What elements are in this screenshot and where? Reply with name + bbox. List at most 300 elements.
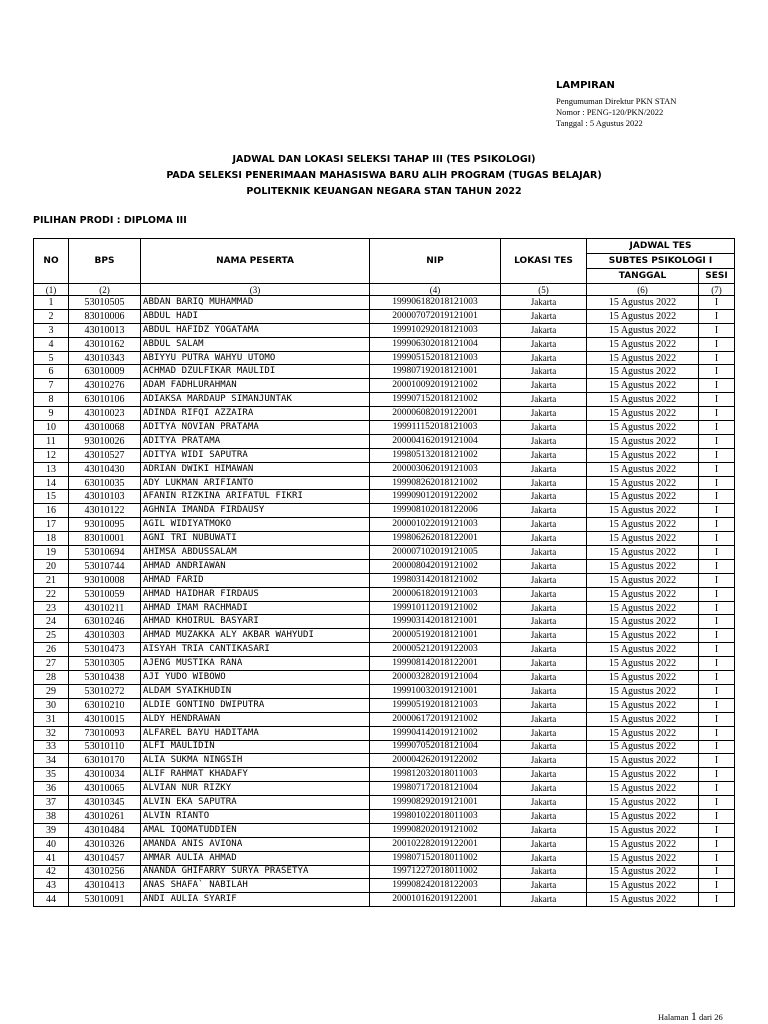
- cell-sesi: I: [699, 726, 735, 740]
- cell-nip: 199910292018121003: [370, 323, 501, 337]
- cell-bps: 53010694: [69, 546, 141, 560]
- table-row: [34, 309, 735, 323]
- lampiran-label: LAMPIRAN: [556, 80, 615, 91]
- cell-nama: ALIF RAHMAT KHADAFY: [141, 768, 370, 782]
- table-row: [34, 698, 735, 712]
- cell-bps: 43010256: [69, 865, 141, 879]
- cell-nip: 199905152018121003: [370, 351, 501, 365]
- cell-sesi: I: [699, 393, 735, 407]
- cell-no: 4: [34, 337, 69, 351]
- table-row: [34, 393, 735, 407]
- cell-sesi: I: [699, 573, 735, 587]
- col-number: (4): [370, 284, 501, 296]
- cell-sesi: I: [699, 309, 735, 323]
- cell-no: 11: [34, 434, 69, 448]
- cell-nip: 200007072019121001: [370, 309, 501, 323]
- cell-tanggal: 15 Agustus 2022: [587, 671, 699, 685]
- cell-lokasi: Jakarta: [501, 323, 587, 337]
- cell-no: 42: [34, 865, 69, 879]
- cell-lokasi: Jakarta: [501, 893, 587, 907]
- table-row: [34, 407, 735, 421]
- cell-nama: ABIYYU PUTRA WAHYU UTOMO: [141, 351, 370, 365]
- cell-no: 21: [34, 573, 69, 587]
- cell-sesi: I: [699, 518, 735, 532]
- cell-nama: ABDUL HADI: [141, 309, 370, 323]
- table-row: [34, 851, 735, 865]
- cell-nama: AHMAD MUZAKKA ALY AKBAR WAHYUDI: [141, 629, 370, 643]
- cell-nip: 200102282019122001: [370, 837, 501, 851]
- cell-nama: AGIL WIDIYATMOKO: [141, 518, 370, 532]
- nomor-line: Nomor : PENG-120/PKN/2022: [556, 107, 664, 117]
- cell-nip: 200006172019121002: [370, 712, 501, 726]
- cell-tanggal: 15 Agustus 2022: [587, 379, 699, 393]
- cell-nama: AGHNIA IMANDA FIRDAUSY: [141, 504, 370, 518]
- cell-no: 41: [34, 851, 69, 865]
- cell-no: 31: [34, 712, 69, 726]
- table-row: [34, 629, 735, 643]
- cell-nama: ALFI MAULIDIN: [141, 740, 370, 754]
- cell-tanggal: 15 Agustus 2022: [587, 337, 699, 351]
- table-row: [34, 768, 735, 782]
- cell-nama: AHMAD IMAM RACHMADI: [141, 601, 370, 615]
- cell-no: 33: [34, 740, 69, 754]
- cell-bps: 53010059: [69, 587, 141, 601]
- cell-tanggal: 15 Agustus 2022: [587, 740, 699, 754]
- cell-bps: 43010013: [69, 323, 141, 337]
- cell-no: 5: [34, 351, 69, 365]
- cell-bps: 83010001: [69, 532, 141, 546]
- cell-tanggal: 15 Agustus 2022: [587, 754, 699, 768]
- col-number: (6): [587, 284, 699, 296]
- cell-nip: 199906182018121003: [370, 296, 501, 310]
- cell-tanggal: 15 Agustus 2022: [587, 448, 699, 462]
- cell-lokasi: Jakarta: [501, 698, 587, 712]
- cell-lokasi: Jakarta: [501, 671, 587, 685]
- cell-tanggal: 15 Agustus 2022: [587, 532, 699, 546]
- cell-no: 26: [34, 643, 69, 657]
- cell-tanggal: 15 Agustus 2022: [587, 546, 699, 560]
- cell-nama: ADIAKSA MARDAUP SIMANJUNTAK: [141, 393, 370, 407]
- cell-lokasi: Jakarta: [501, 337, 587, 351]
- cell-tanggal: 15 Agustus 2022: [587, 601, 699, 615]
- title-line-2: PADA SELEKSI PENERIMAAN MAHASISWA BARU ALIH PROGRAM (TUGAS BELAJAR): [166, 170, 602, 181]
- cell-tanggal: 15 Agustus 2022: [587, 643, 699, 657]
- cell-sesi: I: [699, 657, 735, 671]
- cell-lokasi: Jakarta: [501, 740, 587, 754]
- cell-nama: ALFAREL BAYU HADITAMA: [141, 726, 370, 740]
- table-row: [34, 379, 735, 393]
- cell-tanggal: 15 Agustus 2022: [587, 893, 699, 907]
- cell-tanggal: 15 Agustus 2022: [587, 782, 699, 796]
- cell-bps: 53010110: [69, 740, 141, 754]
- col-number: (2): [69, 284, 141, 296]
- cell-sesi: I: [699, 296, 735, 310]
- cell-sesi: I: [699, 462, 735, 476]
- cell-bps: 43010276: [69, 379, 141, 393]
- cell-lokasi: Jakarta: [501, 462, 587, 476]
- page-total: dari 26: [698, 1012, 723, 1022]
- cell-nama: ADITYA PRATAMA: [141, 434, 370, 448]
- cell-no: 30: [34, 698, 69, 712]
- table-row: [34, 837, 735, 851]
- cell-nip: 199904142019121002: [370, 726, 501, 740]
- cell-sesi: I: [699, 476, 735, 490]
- cell-nip: 200005212019122003: [370, 643, 501, 657]
- cell-sesi: I: [699, 434, 735, 448]
- page-number: 1: [690, 1009, 697, 1023]
- cell-bps: 43010413: [69, 879, 141, 893]
- cell-tanggal: 15 Agustus 2022: [587, 476, 699, 490]
- cell-nama: ABDUL SALAM: [141, 337, 370, 351]
- cell-nip: 199909012019122002: [370, 490, 501, 504]
- cell-no: 14: [34, 476, 69, 490]
- cell-nama: AHMAD FARID: [141, 573, 370, 587]
- cell-sesi: I: [699, 351, 735, 365]
- cell-nip: 200001022019121003: [370, 518, 501, 532]
- cell-lokasi: Jakarta: [501, 615, 587, 629]
- cell-no: 38: [34, 809, 69, 823]
- cell-lokasi: Jakarta: [501, 504, 587, 518]
- cell-lokasi: Jakarta: [501, 768, 587, 782]
- cell-no: 22: [34, 587, 69, 601]
- cell-nama: ABDAN BARIQ MUHAMMAD: [141, 296, 370, 310]
- cell-nama: AFANIN RIZKINA ARIFATUL FIKRI: [141, 490, 370, 504]
- cell-nama: ALVIAN NUR RIZKY: [141, 782, 370, 796]
- cell-tanggal: 15 Agustus 2022: [587, 462, 699, 476]
- table-row: [34, 782, 735, 796]
- cell-lokasi: Jakarta: [501, 309, 587, 323]
- cell-bps: 53010744: [69, 559, 141, 573]
- cell-bps: 43010068: [69, 421, 141, 435]
- cell-sesi: I: [699, 851, 735, 865]
- cell-nip: 199807172018121004: [370, 782, 501, 796]
- cell-sesi: I: [699, 323, 735, 337]
- cell-nama: AMANDA ANIS AVIONA: [141, 837, 370, 851]
- cell-lokasi: Jakarta: [501, 518, 587, 532]
- cell-bps: 43010122: [69, 504, 141, 518]
- title-line-1: JADWAL DAN LOKASI SELEKSI TAHAP III (TES PSIKOLOGI): [232, 154, 536, 165]
- cell-no: 1: [34, 296, 69, 310]
- cell-nama: AMAL IQOMATUDDIEN: [141, 823, 370, 837]
- cell-nama: AJENG MUSTIKA RANA: [141, 657, 370, 671]
- table-row: [34, 365, 735, 379]
- cell-tanggal: 15 Agustus 2022: [587, 726, 699, 740]
- cell-tanggal: 15 Agustus 2022: [587, 615, 699, 629]
- cell-bps: 43010484: [69, 823, 141, 837]
- cell-nama: ANDI AULIA SYARIF: [141, 893, 370, 907]
- cell-nama: ALDIE GONTINO DWIPUTRA: [141, 698, 370, 712]
- table-row: [34, 823, 735, 837]
- cell-nip: 200005192018121001: [370, 629, 501, 643]
- cell-bps: 63010210: [69, 698, 141, 712]
- table-row: [34, 448, 735, 462]
- table-row: [34, 879, 735, 893]
- cell-sesi: I: [699, 684, 735, 698]
- cell-bps: 43010162: [69, 337, 141, 351]
- cell-sesi: I: [699, 809, 735, 823]
- cell-nip: 199803142018121002: [370, 573, 501, 587]
- table-row: [34, 865, 735, 879]
- cell-nama: ADRIAN DWIKI HIMAWAN: [141, 462, 370, 476]
- cell-sesi: I: [699, 754, 735, 768]
- cell-sesi: I: [699, 532, 735, 546]
- cell-sesi: I: [699, 546, 735, 560]
- cell-nama: ADAM FADHLURAHMAN: [141, 379, 370, 393]
- halaman-label: Halaman: [658, 1012, 689, 1022]
- cell-tanggal: 15 Agustus 2022: [587, 768, 699, 782]
- cell-bps: 93010095: [69, 518, 141, 532]
- table-row: [34, 643, 735, 657]
- cell-tanggal: 15 Agustus 2022: [587, 407, 699, 421]
- cell-no: 7: [34, 379, 69, 393]
- cell-sesi: I: [699, 879, 735, 893]
- cell-bps: 53010438: [69, 671, 141, 685]
- cell-bps: 43010457: [69, 851, 141, 865]
- cell-nama: ADITYA NOVIAN PRATAMA: [141, 421, 370, 435]
- cell-nip: 200010162019122001: [370, 893, 501, 907]
- table-row: [34, 893, 735, 907]
- table-row: [34, 559, 735, 573]
- cell-tanggal: 15 Agustus 2022: [587, 796, 699, 810]
- cell-lokasi: Jakarta: [501, 726, 587, 740]
- cell-lokasi: Jakarta: [501, 448, 587, 462]
- header-jadwal: JADWAL TES: [587, 239, 735, 254]
- cell-nama: ALVIN RIANTO: [141, 809, 370, 823]
- cell-tanggal: 15 Agustus 2022: [587, 365, 699, 379]
- cell-lokasi: Jakarta: [501, 434, 587, 448]
- cell-tanggal: 15 Agustus 2022: [587, 837, 699, 851]
- cell-no: 6: [34, 365, 69, 379]
- cell-tanggal: 15 Agustus 2022: [587, 518, 699, 532]
- cell-nip: 199801022018011003: [370, 809, 501, 823]
- header-tanggal: TANGGAL: [587, 269, 699, 284]
- cell-bps: 53010091: [69, 893, 141, 907]
- table-row: [34, 490, 735, 504]
- table-row: [34, 712, 735, 726]
- cell-lokasi: Jakarta: [501, 837, 587, 851]
- cell-nip: 199908142018122001: [370, 657, 501, 671]
- table-row: [34, 518, 735, 532]
- cell-nip: 199907152018121002: [370, 393, 501, 407]
- header-lokasi: LOKASI TES: [501, 239, 587, 284]
- cell-nama: AHMAD ANDRIAWAN: [141, 559, 370, 573]
- cell-sesi: I: [699, 671, 735, 685]
- cell-bps: 43010065: [69, 782, 141, 796]
- cell-sesi: I: [699, 601, 735, 615]
- table-row: [34, 809, 735, 823]
- table-row: [34, 434, 735, 448]
- cell-tanggal: 15 Agustus 2022: [587, 490, 699, 504]
- cell-nip: 199905192018121003: [370, 698, 501, 712]
- cell-tanggal: 15 Agustus 2022: [587, 296, 699, 310]
- cell-no: 3: [34, 323, 69, 337]
- cell-bps: 53010505: [69, 296, 141, 310]
- cell-lokasi: Jakarta: [501, 629, 587, 643]
- table-row: [34, 740, 735, 754]
- cell-no: 39: [34, 823, 69, 837]
- cell-sesi: I: [699, 448, 735, 462]
- cell-lokasi: Jakarta: [501, 587, 587, 601]
- cell-nip: 199908202019121002: [370, 823, 501, 837]
- table-row: [34, 671, 735, 685]
- header-no: NO: [34, 239, 69, 284]
- table-row: [34, 296, 735, 310]
- col-number: (3): [141, 284, 370, 296]
- cell-tanggal: 15 Agustus 2022: [587, 559, 699, 573]
- cell-no: 24: [34, 615, 69, 629]
- table-row: [34, 476, 735, 490]
- cell-bps: 53010473: [69, 643, 141, 657]
- table-row: [34, 796, 735, 810]
- cell-no: 20: [34, 559, 69, 573]
- tanggal-line: Tanggal : 5 Agustus 2022: [556, 118, 643, 128]
- cell-sesi: I: [699, 796, 735, 810]
- cell-no: 36: [34, 782, 69, 796]
- title-line-3: POLITEKNIK KEUANGAN NEGARA STAN TAHUN 2022: [246, 186, 522, 197]
- table-row: [34, 351, 735, 365]
- table-row: [34, 615, 735, 629]
- cell-no: 2: [34, 309, 69, 323]
- cell-no: 28: [34, 671, 69, 685]
- cell-lokasi: Jakarta: [501, 712, 587, 726]
- cell-lokasi: Jakarta: [501, 657, 587, 671]
- cell-nip: 199903142018121001: [370, 615, 501, 629]
- cell-sesi: I: [699, 698, 735, 712]
- cell-nama: ANAS SHAFA` NABILAH: [141, 879, 370, 893]
- cell-bps: 63010170: [69, 754, 141, 768]
- cell-bps: 43010023: [69, 407, 141, 421]
- table-row: [34, 601, 735, 615]
- cell-lokasi: Jakarta: [501, 851, 587, 865]
- cell-nama: ALVIN EKA SAPUTRA: [141, 796, 370, 810]
- cell-nama: AHIMSA ABDUSSALAM: [141, 546, 370, 560]
- cell-lokasi: Jakarta: [501, 782, 587, 796]
- cell-lokasi: Jakarta: [501, 490, 587, 504]
- table-row: [34, 532, 735, 546]
- table-row: [34, 726, 735, 740]
- cell-sesi: I: [699, 629, 735, 643]
- table-row: [34, 657, 735, 671]
- cell-bps: 43010527: [69, 448, 141, 462]
- cell-lokasi: Jakarta: [501, 601, 587, 615]
- cell-no: 32: [34, 726, 69, 740]
- cell-tanggal: 15 Agustus 2022: [587, 657, 699, 671]
- cell-no: 13: [34, 462, 69, 476]
- cell-nama: ADITYA WIDI SAPUTRA: [141, 448, 370, 462]
- cell-tanggal: 15 Agustus 2022: [587, 865, 699, 879]
- page-footer: [658, 1009, 723, 1024]
- table-row: [34, 337, 735, 351]
- cell-bps: 43010326: [69, 837, 141, 851]
- cell-nip: 199908292019121001: [370, 796, 501, 810]
- cell-nip: 199806262018122001: [370, 532, 501, 546]
- cell-sesi: I: [699, 559, 735, 573]
- cell-lokasi: Jakarta: [501, 559, 587, 573]
- cell-sesi: I: [699, 504, 735, 518]
- cell-lokasi: Jakarta: [501, 809, 587, 823]
- cell-bps: 63010246: [69, 615, 141, 629]
- header-subtes: SUBTES PSIKOLOGI I: [587, 254, 735, 269]
- cell-tanggal: 15 Agustus 2022: [587, 698, 699, 712]
- cell-nip: 200004262019122002: [370, 754, 501, 768]
- schedule-table: [33, 238, 735, 907]
- cell-nip: 199906302018121004: [370, 337, 501, 351]
- cell-nama: ALDAM SYAIKHUDIN: [141, 684, 370, 698]
- cell-nama: AHMAD HAIDHAR FIRDAUS: [141, 587, 370, 601]
- cell-tanggal: 15 Agustus 2022: [587, 309, 699, 323]
- cell-no: 44: [34, 893, 69, 907]
- cell-nip: 199807152018011002: [370, 851, 501, 865]
- table-row: [34, 587, 735, 601]
- cell-bps: 43010261: [69, 809, 141, 823]
- cell-lokasi: Jakarta: [501, 421, 587, 435]
- cell-tanggal: 15 Agustus 2022: [587, 421, 699, 435]
- table-row: [34, 754, 735, 768]
- cell-tanggal: 15 Agustus 2022: [587, 434, 699, 448]
- cell-nip: 200006082019122001: [370, 407, 501, 421]
- cell-nip: 199805132018121002: [370, 448, 501, 462]
- cell-sesi: I: [699, 365, 735, 379]
- cell-sesi: I: [699, 740, 735, 754]
- cell-no: 27: [34, 657, 69, 671]
- cell-nip: 199812032018011003: [370, 768, 501, 782]
- cell-tanggal: 15 Agustus 2022: [587, 587, 699, 601]
- cell-nip: 199907052018121004: [370, 740, 501, 754]
- cell-nama: ALDY HENDRAWAN: [141, 712, 370, 726]
- cell-nama: ABDUL HAFIDZ YOGATAMA: [141, 323, 370, 337]
- cell-tanggal: 15 Agustus 2022: [587, 351, 699, 365]
- cell-lokasi: Jakarta: [501, 796, 587, 810]
- cell-sesi: I: [699, 421, 735, 435]
- cell-nip: 199807192018121001: [370, 365, 501, 379]
- cell-lokasi: Jakarta: [501, 643, 587, 657]
- cell-tanggal: 15 Agustus 2022: [587, 629, 699, 643]
- cell-nip: 200004162019121004: [370, 434, 501, 448]
- cell-bps: 43010430: [69, 462, 141, 476]
- cell-tanggal: 15 Agustus 2022: [587, 573, 699, 587]
- cell-no: 35: [34, 768, 69, 782]
- cell-nama: ALIA SUKMA NINGSIH: [141, 754, 370, 768]
- cell-lokasi: Jakarta: [501, 573, 587, 587]
- cell-sesi: I: [699, 712, 735, 726]
- cell-no: 10: [34, 421, 69, 435]
- pengumuman-line: Pengumuman Direktur PKN STAN: [556, 96, 677, 106]
- col-number: (1): [34, 284, 69, 296]
- cell-tanggal: 15 Agustus 2022: [587, 323, 699, 337]
- cell-no: 23: [34, 601, 69, 615]
- table-row: [34, 573, 735, 587]
- cell-nama: ADY LUKMAN ARIFIANTO: [141, 476, 370, 490]
- cell-no: 37: [34, 796, 69, 810]
- header-nip: NIP: [370, 239, 501, 284]
- cell-nip: 199910032019121001: [370, 684, 501, 698]
- cell-nama: AHMAD KHOIRUL BASYARI: [141, 615, 370, 629]
- cell-bps: 53010305: [69, 657, 141, 671]
- cell-nip: 200006182019121003: [370, 587, 501, 601]
- cell-lokasi: Jakarta: [501, 754, 587, 768]
- cell-bps: 63010009: [69, 365, 141, 379]
- header-sesi: SESI: [699, 269, 735, 284]
- cell-nip: 200008042019121002: [370, 559, 501, 573]
- cell-lokasi: Jakarta: [501, 351, 587, 365]
- cell-sesi: I: [699, 643, 735, 657]
- cell-lokasi: Jakarta: [501, 365, 587, 379]
- cell-no: 43: [34, 879, 69, 893]
- cell-nip: 199910112019121002: [370, 601, 501, 615]
- cell-nip: 200007102019121005: [370, 546, 501, 560]
- cell-nama: AMMAR AULIA AHMAD: [141, 851, 370, 865]
- cell-tanggal: 15 Agustus 2022: [587, 823, 699, 837]
